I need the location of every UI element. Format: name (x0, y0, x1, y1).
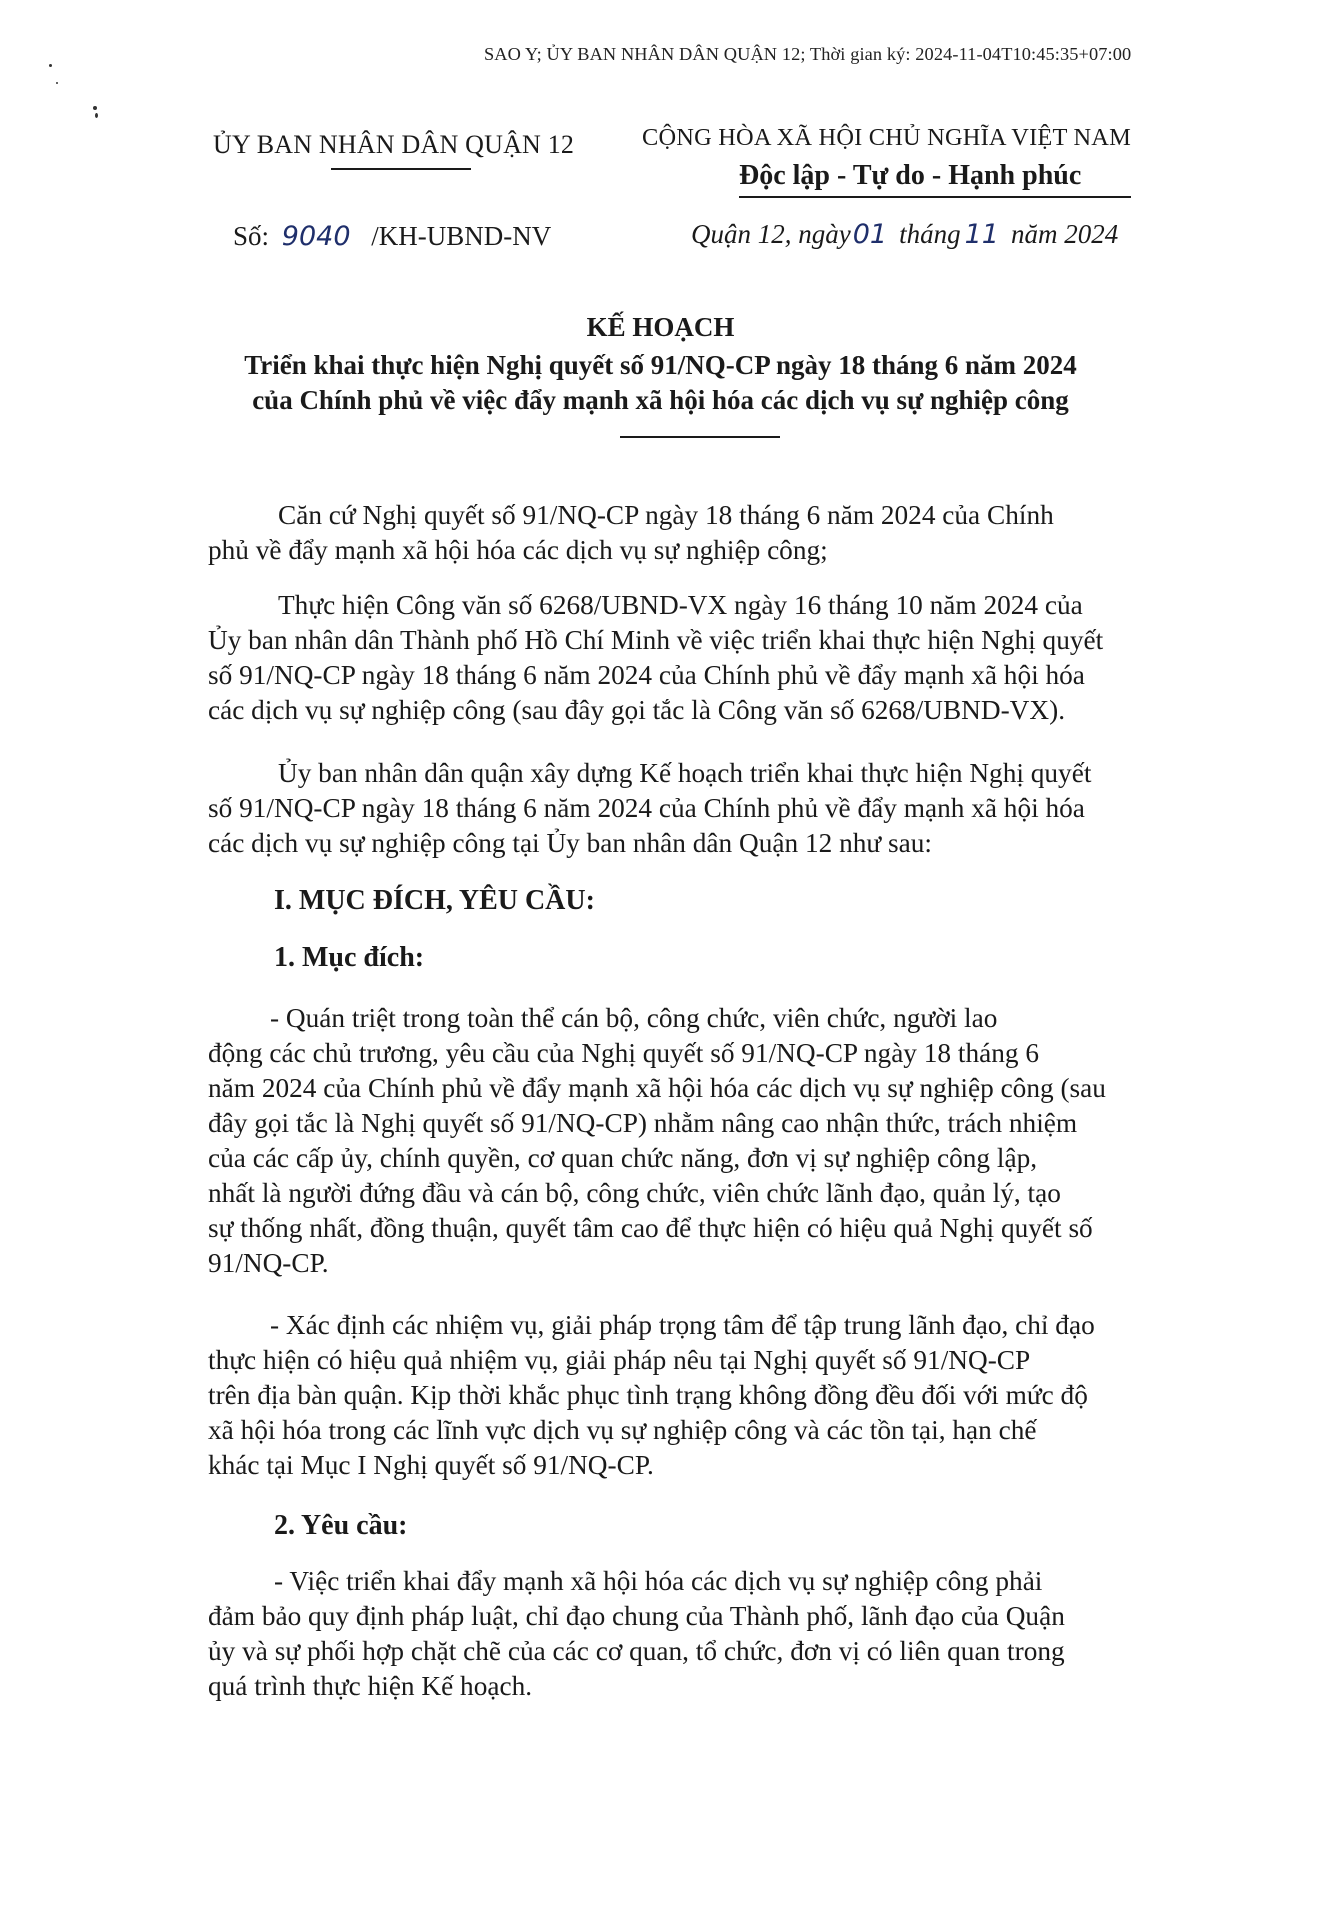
year-text: năm 2024 (1010, 219, 1119, 249)
scan-speck (56, 82, 58, 84)
document-title-line: của Chính phủ về việc đẩy mạnh xã hội hóa các dịch vụ sự nghiệp công (252, 385, 1069, 415)
scan-speck (93, 106, 97, 110)
title-underline (620, 436, 780, 438)
body-line: thực hiện có hiệu quả nhiệm vụ, giải pháp nêu tại Nghị quyết số 91/NQ-CP (208, 1345, 1031, 1375)
body-line: - Xác định các nhiệm vụ, giải pháp trọng tâm để tập trung lãnh đạo, chỉ đạo (270, 1310, 1095, 1340)
body-line: sự thống nhất, đồng thuận, quyết tâm cao để thực hiện có hiệu quả Nghị quyết số (208, 1213, 1093, 1243)
issuer-underline (331, 168, 471, 170)
body-line: phủ về đẩy mạnh xã hội hóa các dịch vụ sự nghiệp công; (208, 535, 828, 565)
motto-underline (739, 196, 1131, 198)
handwritten-day: 01 (852, 219, 888, 250)
section-heading: I. MỤC ĐÍCH, YÊU CẦU: (274, 885, 595, 916)
body-line: - Quán triệt trong toàn thể cán bộ, công chức, viên chức, người lao (270, 1003, 998, 1033)
document-number (233, 221, 551, 252)
body-line: - Việc triển khai đẩy mạnh xã hội hóa các dịch vụ sự nghiệp công phải (274, 1566, 1043, 1596)
body-line: năm 2024 của Chính phủ về đẩy mạnh xã hội hóa các dịch vụ sự nghiệp công (sau (208, 1073, 1106, 1103)
body-line: động các chủ trương, yêu cầu của Nghị quyết số 91/NQ-CP ngày 18 tháng 6 (208, 1038, 1040, 1068)
body-line: Ủy ban nhân dân Thành phố Hồ Chí Minh về việc triển khai thực hiện Nghị quyết (208, 625, 1104, 655)
body-line: số 91/NQ-CP ngày 18 tháng 6 năm 2024 của Chính phủ về đẩy mạnh xã hội hóa (208, 660, 1085, 690)
body-line: 91/NQ-CP. (208, 1248, 329, 1278)
body-line: trên địa bàn quận. Kịp thời khắc phục tình trạng không đồng đều đối với mức độ (208, 1380, 1088, 1410)
scan-speck (49, 64, 52, 67)
body-line: đảm bảo quy định pháp luật, chỉ đạo chung của Thành phố, lãnh đạo của Quận (208, 1601, 1065, 1631)
handwritten-month: 11 (964, 219, 999, 250)
handwritten-number: 9040 (281, 221, 351, 252)
body-line: của các cấp ủy, chính quyền, cơ quan chức năng, đơn vị sự nghiệp công lập, (208, 1143, 1038, 1173)
body-line: ủy và sự phối hợp chặt chẽ của các cơ quan, tổ chức, đơn vị có liên quan trong (208, 1636, 1065, 1666)
number-label: Số: (233, 221, 270, 251)
digital-signature-stamp: SAO Y; ỦY BAN NHÂN DÂN QUẬN 12; Thời gian ký: 2024-11-04T10:45:35+07:00 (484, 44, 1132, 64)
body-line: Căn cứ Nghị quyết số 91/NQ-CP ngày 18 tháng 6 năm 2024 của Chính (278, 500, 1054, 530)
month-label: tháng (899, 219, 961, 249)
body-line: khác tại Mục I Nghị quyết số 91/NQ-CP. (208, 1450, 654, 1480)
body-line: số 91/NQ-CP ngày 18 tháng 6 năm 2024 của Chính phủ về đẩy mạnh xã hội hóa (208, 793, 1085, 823)
document-title-line: Triển khai thực hiện Nghị quyết số 91/NQ-CP ngày 18 tháng 6 năm 2024 (244, 350, 1077, 380)
number-suffix: /KH-UBND-NV (371, 221, 552, 251)
body-line: xã hội hóa trong các lĩnh vực dịch vụ sự nghiệp công và các tồn tại, hạn chế (208, 1415, 1037, 1445)
scan-speck (95, 113, 98, 118)
national-title: CỘNG HÒA XÃ HỘI CHỦ NGHĨA VIỆT NAM (642, 124, 1131, 151)
body-line: Ủy ban nhân dân quận xây dựng Kế hoạch triển khai thực hiện Nghị quyết (278, 758, 1092, 788)
body-line: nhất là người đứng đầu và cán bộ, công chức, viên chức lãnh đạo, quản lý, tạo (208, 1178, 1061, 1208)
national-motto: Độc lập - Tự do - Hạnh phúc (739, 160, 1082, 191)
place-and-date (691, 219, 1118, 250)
body-line: đây gọi tắc là Nghị quyết số 91/NQ-CP) nhằm nâng cao nhận thức, trách nhiệm (208, 1108, 1078, 1138)
document-type: KẾ HOẠCH (586, 312, 735, 342)
body-line: quá trình thực hiện Kế hoạch. (208, 1671, 533, 1701)
body-line: các dịch vụ sự nghiệp công tại Ủy ban nhân dân Quận 12 như sau: (208, 828, 932, 858)
place-prefix: Quận 12, ngày (691, 219, 851, 249)
body-line: Thực hiện Công văn số 6268/UBND-VX ngày 16 tháng 10 năm 2024 của (278, 590, 1083, 620)
subsection-heading: 2. Yêu cầu: (274, 1510, 408, 1541)
issuing-authority: ỦY BAN NHÂN DÂN QUẬN 12 (213, 130, 575, 159)
subsection-heading: 1. Mục đích: (274, 942, 425, 973)
body-line: các dịch vụ sự nghiệp công (sau đây gọi tắc là Công văn số 6268/UBND-VX). (208, 695, 1066, 725)
